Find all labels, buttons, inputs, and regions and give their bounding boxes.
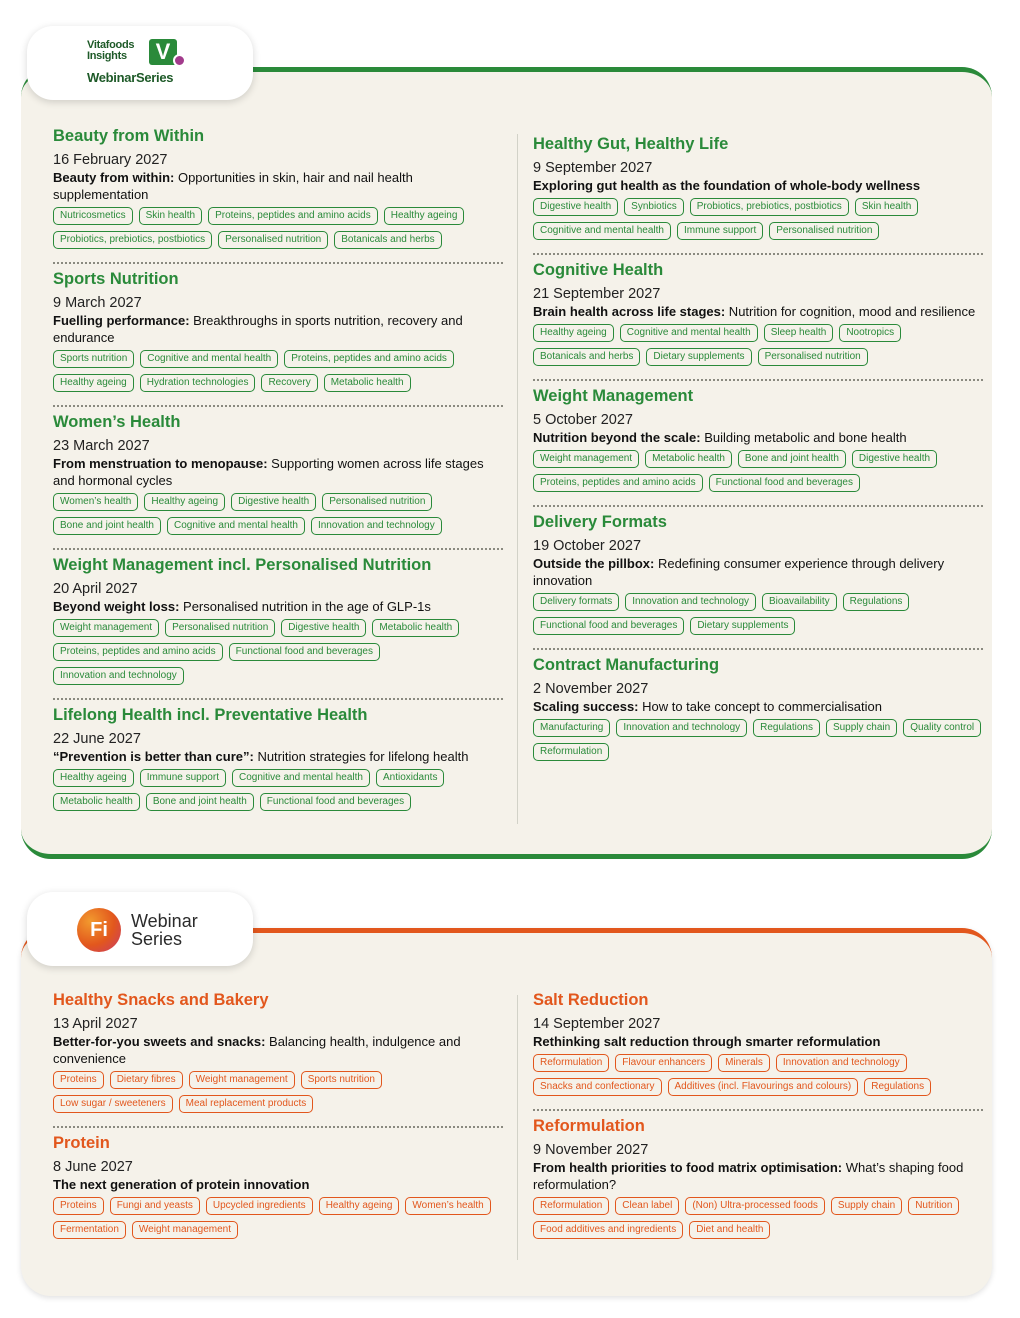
topic-tags (53, 619, 503, 685)
tag-synbiotics[interactable]: Synbiotics (624, 198, 684, 216)
topic-tags (53, 1071, 503, 1113)
tag-healthy-ageing[interactable]: Healthy ageing (144, 493, 225, 511)
tag-personalised-nutrition[interactable]: Personalised nutrition (218, 231, 328, 249)
webinar-description-rest: Supporting women across life stages and hormonal cycles (53, 456, 484, 488)
webinar-title: Healthy Snacks and Bakery (53, 991, 269, 1009)
webinar-description (533, 303, 983, 320)
webinar-description-lead: Rethinking salt reduction through smarter reformulation (533, 1034, 881, 1049)
tag-nootropics[interactable]: Nootropics (839, 324, 901, 342)
webinar-description (53, 598, 503, 615)
tag-minerals[interactable]: Minerals (718, 1054, 770, 1072)
webinar-description-rest: How to take concept to commercialisation (638, 699, 882, 714)
dotted-separator (53, 548, 503, 550)
tag-digestive-health[interactable]: Digestive health (281, 619, 366, 637)
webinar-description-lead: Fuelling performance: (53, 313, 190, 328)
webinar-date: 9 March 2027 (53, 295, 142, 311)
tag-metabolic-health[interactable]: Metabolic health (324, 374, 411, 392)
tag-weight-management[interactable]: Weight management (533, 450, 639, 468)
webinar-description-rest: Building metabolic and bone health (700, 430, 907, 445)
tag-women-s-health[interactable]: Women’s health (405, 1197, 490, 1215)
tag-diet-and-health[interactable]: Diet and health (689, 1221, 770, 1239)
topic-tags (53, 769, 503, 811)
tag-nutrition[interactable]: Nutrition (908, 1197, 959, 1215)
tag-manufacturing[interactable]: Manufacturing (533, 719, 610, 737)
dotted-separator (533, 253, 983, 255)
tag-sports-nutrition[interactable]: Sports nutrition (53, 350, 134, 368)
tag-weight-management[interactable]: Weight management (189, 1071, 295, 1089)
webinar-title: Healthy Gut, Healthy Life (533, 135, 729, 153)
webinar-date: 19 October 2027 (533, 538, 642, 554)
webinar-women-s-health (53, 413, 503, 545)
vitafoods-right-column (533, 135, 983, 771)
topic-tags (53, 1197, 503, 1239)
webinar-weight-management (533, 387, 983, 502)
tag-innovation-and-technology[interactable]: Innovation and technology (311, 517, 442, 535)
webinar-description-rest: Breakthroughs in sports nutrition, recovery and endurance (53, 313, 463, 345)
webinar-description-rest: What’s shaping food reformulation? (533, 1160, 964, 1192)
webinar-cognitive-health (533, 261, 983, 376)
tag-healthy-ageing[interactable]: Healthy ageing (533, 324, 614, 342)
fi-logo-badge (27, 892, 253, 966)
webinar-description-rest: Opportunities in skin, hair and nail health supplementation (53, 170, 413, 202)
webinar-description-lead: From menstruation to menopause: (53, 456, 268, 471)
tag-digestive-health[interactable]: Digestive health (231, 493, 316, 511)
tag-healthy-ageing[interactable]: Healthy ageing (384, 207, 465, 225)
webinar-description-rest: Nutrition for cognition, mood and resilience (725, 304, 976, 319)
column-divider (517, 134, 518, 824)
tag-regulations[interactable]: Regulations (753, 719, 820, 737)
tag-personalised-nutrition[interactable]: Personalised nutrition (322, 493, 432, 511)
webinar-date: 9 November 2027 (533, 1142, 649, 1158)
webinar-date: 16 February 2027 (53, 152, 168, 168)
webinar-description-lead: Scaling success: (533, 699, 639, 714)
webinar-healthy-snacks-and-bakery (53, 991, 503, 1123)
tag-bone-and-joint-health[interactable]: Bone and joint health (53, 517, 161, 535)
tag-immune-support[interactable]: Immune support (677, 222, 763, 240)
webinar-description (533, 429, 983, 446)
webinar-lifelong-health-incl-preventative-health (53, 706, 503, 821)
tag-regulations[interactable]: Regulations (843, 593, 910, 611)
webinar-date: 2 November 2027 (533, 681, 649, 697)
webinar-delivery-formats (533, 513, 983, 645)
dotted-separator (53, 262, 503, 264)
logo-line-vitafoods: Vitafoods (87, 39, 135, 51)
tag-innovation-and-technology[interactable]: Innovation and technology (625, 593, 756, 611)
webinar-description-lead: The next generation of protein innovation (53, 1177, 310, 1192)
fi-left-column (53, 991, 503, 1249)
webinar-weight-management-incl-personalised-nutrition (53, 556, 503, 695)
tag-hydration-technologies[interactable]: Hydration technologies (140, 374, 256, 392)
webinar-date: 8 June 2027 (53, 1159, 133, 1175)
webinar-title: Protein (53, 1134, 110, 1152)
vitafoods-panel (21, 67, 992, 859)
dotted-separator (53, 1126, 503, 1128)
tag-non-ultra-processed-foods[interactable]: (Non) Ultra-processed foods (685, 1197, 825, 1215)
tag-regulations[interactable]: Regulations (864, 1078, 931, 1096)
webinar-description-lead: Better-for-you sweets and snacks: (53, 1034, 266, 1049)
tag-metabolic-health[interactable]: Metabolic health (645, 450, 732, 468)
topic-tags (533, 450, 983, 492)
webinar-description (53, 748, 503, 765)
tag-cognitive-and-mental-health[interactable]: Cognitive and mental health (533, 222, 671, 240)
tag-delivery-formats[interactable]: Delivery formats (533, 593, 619, 611)
tag-metabolic-health[interactable]: Metabolic health (372, 619, 459, 637)
fi-panel (21, 928, 992, 1296)
webinar-title: Contract Manufacturing (533, 656, 720, 674)
tag-bioavailability[interactable]: Bioavailability (762, 593, 837, 611)
tag-dietary-supplements[interactable]: Dietary supplements (646, 348, 751, 366)
webinar-title: Salt Reduction (533, 991, 649, 1009)
webinar-description (533, 1033, 983, 1050)
tag-innovation-and-technology[interactable]: Innovation and technology (616, 719, 747, 737)
webinar-salt-reduction (533, 991, 983, 1106)
topic-tags (533, 1197, 983, 1239)
tag-cognitive-and-mental-health[interactable]: Cognitive and mental health (232, 769, 370, 787)
tag-skin-health[interactable]: Skin health (139, 207, 202, 225)
tag-cognitive-and-mental-health[interactable]: Cognitive and mental health (167, 517, 305, 535)
topic-tags (53, 350, 503, 392)
tag-meal-replacement-products[interactable]: Meal replacement products (179, 1095, 314, 1113)
vitafoods-logo (87, 36, 207, 90)
tag-probiotics-prebiotics-postbiotics[interactable]: Probiotics, prebiotics, postbiotics (690, 198, 849, 216)
webinar-description-lead: Brain health across life stages: (533, 304, 726, 319)
webinar-description-lead: From health priorities to food matrix optimisation: (533, 1160, 843, 1175)
tag-flavour-enhancers[interactable]: Flavour enhancers (615, 1054, 712, 1072)
webinar-date: 20 April 2027 (53, 581, 138, 597)
column-divider (517, 995, 518, 1260)
tag-antioxidants[interactable]: Antioxidants (376, 769, 444, 787)
tag-healthy-ageing[interactable]: Healthy ageing (319, 1197, 400, 1215)
webinar-description (533, 177, 983, 194)
webinar-sports-nutrition (53, 270, 503, 402)
topic-tags (533, 719, 983, 761)
tag-proteins[interactable]: Proteins (53, 1197, 104, 1215)
webinar-description-lead: Nutrition beyond the scale: (533, 430, 701, 445)
tag-botanicals-and-herbs[interactable]: Botanicals and herbs (334, 231, 441, 249)
tag-functional-food-and-beverages[interactable]: Functional food and beverages (533, 617, 684, 635)
tag-bone-and-joint-health[interactable]: Bone and joint health (738, 450, 846, 468)
webinar-description-rest: Redefining consumer experience through delivery innovation (533, 556, 945, 588)
tag-innovation-and-technology[interactable]: Innovation and technology (776, 1054, 907, 1072)
webinar-description (53, 312, 503, 346)
tag-proteins-peptides-and-amino-acids[interactable]: Proteins, peptides and amino acids (53, 643, 223, 661)
webinar-reformulation (533, 1117, 983, 1249)
tag-additives-incl-flavourings-and-colours[interactable]: Additives (incl. Flavourings and colours) (668, 1078, 859, 1096)
tag-weight-management[interactable]: Weight management (132, 1221, 238, 1239)
tag-proteins[interactable]: Proteins (53, 1071, 104, 1089)
tag-innovation-and-technology[interactable]: Innovation and technology (53, 667, 184, 685)
webinar-healthy-gut-healthy-life (533, 135, 983, 250)
webinar-title: Delivery Formats (533, 513, 667, 531)
webinar-protein (53, 1134, 503, 1249)
tag-quality-control[interactable]: Quality control (903, 719, 981, 737)
tag-personalised-nutrition[interactable]: Personalised nutrition (769, 222, 879, 240)
webinar-date: 14 September 2027 (533, 1016, 661, 1032)
tag-skin-health[interactable]: Skin health (855, 198, 918, 216)
fi-logo-webinar: Webinar (131, 911, 198, 931)
tag-probiotics-prebiotics-postbiotics[interactable]: Probiotics, prebiotics, postbiotics (53, 231, 212, 249)
topic-tags (533, 324, 983, 366)
vitafoods-logo-badge (27, 26, 253, 100)
dotted-separator (53, 698, 503, 700)
play-icon (173, 54, 186, 67)
tag-supply-chain[interactable]: Supply chain (831, 1197, 902, 1215)
tag-fungi-and-yeasts[interactable]: Fungi and yeasts (110, 1197, 200, 1215)
tag-cognitive-and-mental-health[interactable]: Cognitive and mental health (620, 324, 758, 342)
tag-sleep-health[interactable]: Sleep health (764, 324, 834, 342)
webinar-description-rest: Nutrition strategies for lifelong health (253, 749, 469, 764)
topic-tags (53, 207, 503, 249)
webinar-title: Lifelong Health incl. Preventative Health (53, 706, 368, 724)
webinar-title: Sports Nutrition (53, 270, 179, 288)
tag-immune-support[interactable]: Immune support (140, 769, 226, 787)
tag-functional-food-and-beverages[interactable]: Functional food and beverages (260, 793, 411, 811)
webinar-title: Weight Management incl. Personalised Nutrition (53, 556, 432, 574)
webinar-description-lead: Exploring gut health as the foundation of whole-body wellness (533, 178, 921, 193)
webinar-date: 23 March 2027 (53, 438, 150, 454)
tag-reformulation[interactable]: Reformulation (533, 1054, 609, 1072)
tag-low-sugar-sweeteners[interactable]: Low sugar / sweeteners (53, 1095, 173, 1113)
tag-sports-nutrition[interactable]: Sports nutrition (301, 1071, 382, 1089)
dotted-separator (533, 1109, 983, 1111)
topic-tags (53, 493, 503, 535)
webinar-description-lead: Beyond weight loss: (53, 599, 180, 614)
logo-line-insights: Insights (87, 50, 127, 62)
webinar-date: 13 April 2027 (53, 1016, 138, 1032)
fi-mark: Fi (90, 919, 108, 941)
webinar-description (53, 169, 503, 203)
webinar-description-rest: Personalised nutrition in the age of GLP-1s (179, 599, 431, 614)
webinar-description (533, 555, 983, 589)
webinar-title: Weight Management (533, 387, 694, 405)
fi-logo (75, 906, 225, 956)
tag-healthy-ageing[interactable]: Healthy ageing (53, 374, 134, 392)
tag-upcycled-ingredients[interactable]: Upcycled ingredients (206, 1197, 313, 1215)
tag-recovery[interactable]: Recovery (261, 374, 317, 392)
webinar-description (53, 1033, 503, 1067)
webinar-date: 9 September 2027 (533, 160, 653, 176)
tag-digestive-health[interactable]: Digestive health (852, 450, 937, 468)
dotted-separator (533, 379, 983, 381)
webinar-description-rest: Balancing health, indulgence and convenience (53, 1034, 461, 1066)
tag-dietary-supplements[interactable]: Dietary supplements (690, 617, 795, 635)
logo-series-text: WebinarSeries (87, 70, 174, 85)
tag-supply-chain[interactable]: Supply chain (826, 719, 897, 737)
webinar-description (53, 1176, 503, 1193)
v-mark-icon: V (149, 39, 177, 65)
webinar-description-lead: Outside the pillbox: (533, 556, 655, 571)
webinar-date: 21 September 2027 (533, 286, 661, 302)
tag-cognitive-and-mental-health[interactable]: Cognitive and mental health (140, 350, 278, 368)
webinar-date: 22 June 2027 (53, 731, 141, 747)
tag-metabolic-health[interactable]: Metabolic health (53, 793, 140, 811)
tag-fermentation[interactable]: Fermentation (53, 1221, 126, 1239)
tag-functional-food-and-beverages[interactable]: Functional food and beverages (229, 643, 380, 661)
webinar-contract-manufacturing (533, 656, 983, 771)
webinar-description (533, 698, 983, 715)
tag-clean-label[interactable]: Clean label (615, 1197, 679, 1215)
tag-women-s-health[interactable]: Women’s health (53, 493, 138, 511)
tag-proteins-peptides-and-amino-acids[interactable]: Proteins, peptides and amino acids (208, 207, 378, 225)
tag-bone-and-joint-health[interactable]: Bone and joint health (146, 793, 254, 811)
fi-right-column (533, 991, 983, 1249)
webinar-date: 5 October 2027 (533, 412, 633, 428)
topic-tags (533, 198, 983, 240)
topic-tags (533, 1054, 983, 1096)
tag-personalised-nutrition[interactable]: Personalised nutrition (165, 619, 275, 637)
tag-dietary-fibres[interactable]: Dietary fibres (110, 1071, 183, 1089)
tag-proteins-peptides-and-amino-acids[interactable]: Proteins, peptides and amino acids (533, 474, 703, 492)
webinar-title: Reformulation (533, 1117, 645, 1135)
tag-reformulation[interactable]: Reformulation (533, 743, 609, 761)
tag-reformulation[interactable]: Reformulation (533, 1197, 609, 1215)
dotted-separator (533, 648, 983, 650)
dotted-separator (53, 405, 503, 407)
webinar-title: Beauty from Within (53, 127, 205, 145)
tag-digestive-health[interactable]: Digestive health (533, 198, 618, 216)
tag-snacks-and-confectionary[interactable]: Snacks and confectionary (533, 1078, 662, 1096)
webinar-description (533, 1159, 983, 1193)
webinar-description (53, 455, 503, 489)
tag-functional-food-and-beverages[interactable]: Functional food and beverages (709, 474, 860, 492)
webinar-beauty-from-within (53, 127, 503, 259)
fi-logo-series: Series (131, 929, 183, 949)
webinar-description-lead: “Prevention is better than cure”: (53, 749, 254, 764)
tag-healthy-ageing[interactable]: Healthy ageing (53, 769, 134, 787)
tag-proteins-peptides-and-amino-acids[interactable]: Proteins, peptides and amino acids (284, 350, 454, 368)
tag-botanicals-and-herbs[interactable]: Botanicals and herbs (533, 348, 640, 366)
topic-tags (533, 593, 983, 635)
dotted-separator (533, 505, 983, 507)
tag-food-additives-and-ingredients[interactable]: Food additives and ingredients (533, 1221, 683, 1239)
tag-personalised-nutrition[interactable]: Personalised nutrition (758, 348, 868, 366)
tag-weight-management[interactable]: Weight management (53, 619, 159, 637)
vitafoods-left-column (53, 127, 503, 821)
webinar-description-lead: Beauty from within: (53, 170, 175, 185)
webinar-title: Cognitive Health (533, 261, 664, 279)
tag-nutricosmetics[interactable]: Nutricosmetics (53, 207, 133, 225)
webinar-title: Women’s Health (53, 413, 181, 431)
